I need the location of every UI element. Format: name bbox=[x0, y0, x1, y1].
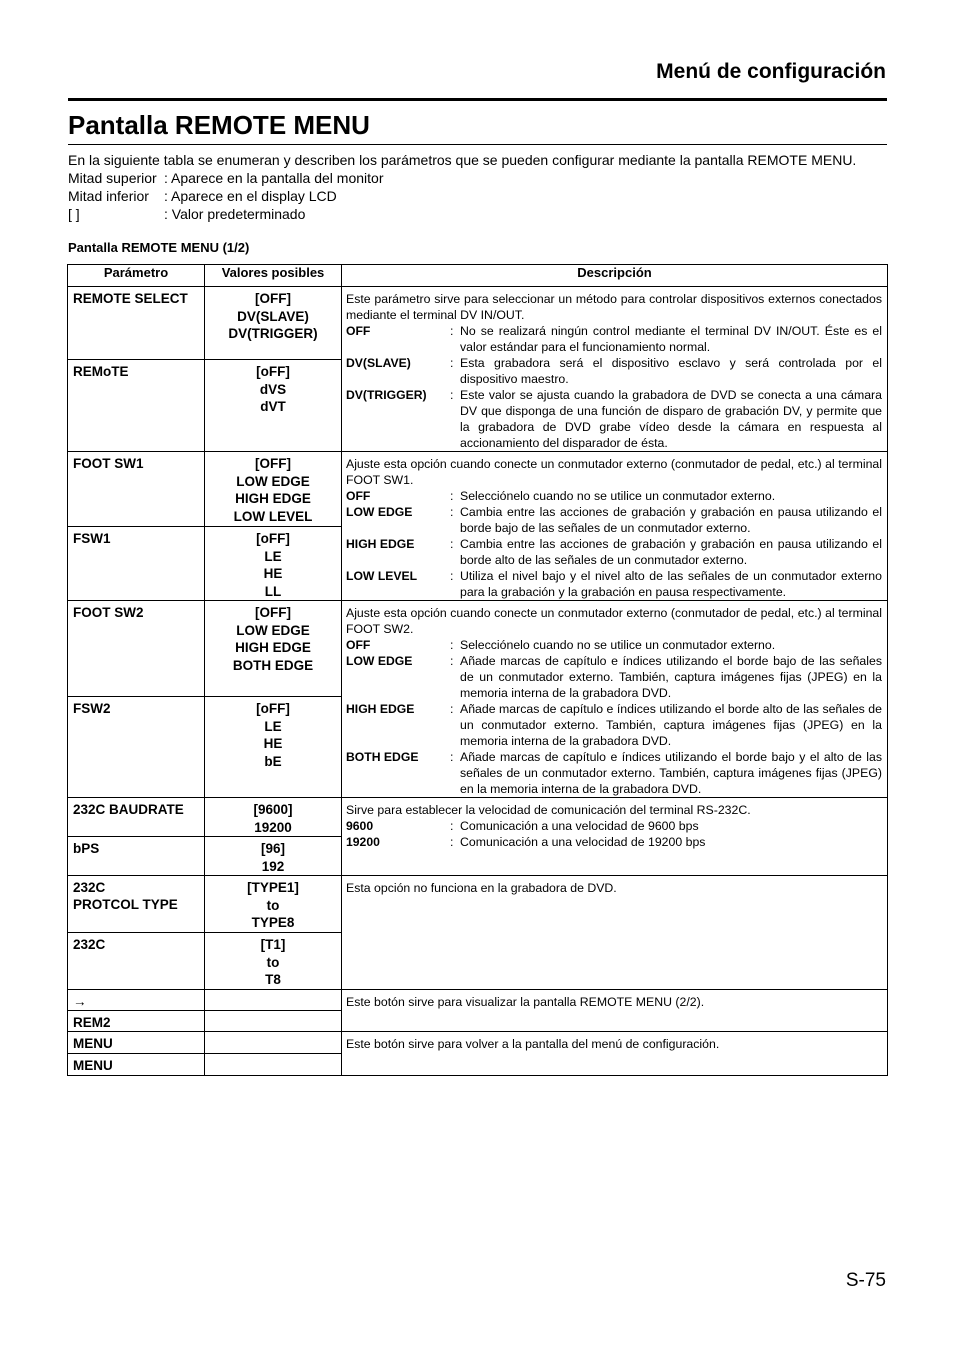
option-separator: : bbox=[450, 489, 454, 503]
possible-value: 19200 bbox=[254, 819, 292, 835]
option-description: Añade marcas de capítulo e índices utilizando el borde bajo de las señales de un conmutador externo. También, captura imágenes fijas (JPEG) en la memoria interna de la grabadora DVD. bbox=[460, 654, 882, 700]
option-separator: : bbox=[450, 537, 454, 551]
possible-value: LE bbox=[264, 548, 282, 564]
possible-value: LE bbox=[264, 718, 282, 734]
possible-value: LOW EDGE bbox=[236, 473, 310, 489]
column-header: Valores posibles bbox=[205, 265, 342, 287]
description-item bbox=[346, 323, 882, 355]
legend-row bbox=[68, 187, 856, 205]
table-row bbox=[68, 990, 888, 1011]
legend-term: [ ] bbox=[68, 206, 80, 222]
option-separator: : bbox=[450, 702, 454, 716]
option-term: LOW LEVEL bbox=[346, 569, 418, 583]
possible-value: to bbox=[266, 954, 280, 970]
option-description: No se realizará ningún control mediante el terminal DV IN/OUT. Éste es el valor estándar para el funcionamiento normal. bbox=[460, 324, 882, 354]
possible-value: [oFF] bbox=[256, 701, 290, 716]
parameter-name: FOOT SW1 bbox=[73, 456, 144, 471]
option-description: Utiliza el nivel bajo y el nivel alto de las señales de un conmutador externo para la grabación y la grabación en pausa respectivamente. bbox=[460, 569, 882, 599]
values-cell bbox=[205, 876, 342, 933]
legend-desc: : Aparece en el display LCD bbox=[164, 188, 337, 204]
parameter-name: MENU bbox=[73, 1036, 113, 1051]
description-item bbox=[346, 818, 882, 834]
intro-text: En la siguiente tabla se enumeran y describen los parámetros que se pueden configurar mediante la pantalla REMOTE MENU. bbox=[68, 152, 857, 168]
parameter-cell bbox=[68, 990, 205, 1011]
parameter-cell bbox=[68, 527, 205, 601]
legend-desc: : Valor predeterminado bbox=[164, 206, 306, 222]
description-item bbox=[346, 504, 882, 536]
table-row bbox=[68, 798, 888, 837]
option-description: Comunicación a una velocidad de 19200 bps bbox=[460, 835, 706, 849]
option-description: Cambia entre las acciones de grabación y grabación en pausa utilizando el borde alto de las señales de un conmutador externo. bbox=[460, 537, 882, 567]
intro-block bbox=[68, 151, 856, 223]
values-cell bbox=[205, 601, 342, 697]
description-item bbox=[346, 488, 882, 504]
description-intro: Ajuste esta opción cuando conecte un conmutador externo (conmutador de pedal, etc.) al terminal FOOT SW2. bbox=[346, 606, 882, 636]
option-term: OFF bbox=[346, 489, 371, 503]
possible-value: TYPE8 bbox=[251, 915, 295, 930]
parameter-cell bbox=[68, 1054, 205, 1076]
option-term: DV(TRIGGER) bbox=[346, 388, 427, 402]
option-separator: : bbox=[450, 638, 454, 652]
option-separator: : bbox=[450, 819, 454, 833]
option-separator: : bbox=[450, 388, 454, 402]
parameter-table bbox=[67, 264, 888, 1076]
option-term: OFF bbox=[346, 638, 371, 652]
description-item bbox=[346, 834, 882, 850]
description-intro: Ajuste esta opción cuando conecte un conmutador externo (conmutador de pedal, etc.) al terminal FOOT SW1. bbox=[346, 457, 882, 487]
values-cell bbox=[205, 798, 342, 837]
possible-value: bE bbox=[264, 753, 282, 769]
description-item bbox=[346, 701, 882, 749]
possible-value: dVT bbox=[260, 399, 286, 415]
parameter-cell bbox=[68, 452, 205, 527]
parameter-name: FSW2 bbox=[73, 701, 111, 716]
description-intro: Este botón sirve para visualizar la pantalla REMOTE MENU (2/2). bbox=[346, 995, 705, 1009]
legend-desc: : Aparece en la pantalla del monitor bbox=[164, 170, 384, 186]
parameter-cell bbox=[68, 837, 205, 876]
option-term: OFF bbox=[346, 324, 371, 338]
option-description: Selecciónelo cuando no se utilice un conmutador externo. bbox=[460, 638, 776, 652]
values-cell bbox=[205, 697, 342, 798]
possible-value: DV(TRIGGER) bbox=[228, 326, 318, 341]
table-row bbox=[68, 876, 888, 933]
description-cell bbox=[342, 452, 888, 601]
values-cell bbox=[205, 837, 342, 876]
legend-term: Mitad superior bbox=[68, 170, 157, 186]
values-cell bbox=[205, 1054, 342, 1076]
parameter-name: 232C BAUDRATE bbox=[73, 802, 184, 817]
possible-value: LL bbox=[264, 583, 282, 599]
values-cell bbox=[205, 360, 342, 452]
values-cell bbox=[205, 990, 342, 1011]
option-term: LOW EDGE bbox=[346, 654, 413, 668]
option-term: 9600 bbox=[346, 819, 374, 833]
option-description: Comunicación a una velocidad de 9600 bps bbox=[460, 819, 699, 833]
parameter-name: REMOTE SELECT bbox=[73, 291, 188, 306]
option-description: Este valor se ajusta cuando la grabadora de DVD se conecta a una cámara DV que disponga de una función de disparo de grabación DV, y permite que la grabadora de DVD grabe vídeo desde la cámara en respuesta al accionamiento del disparador de ésta. bbox=[460, 388, 882, 450]
possible-value: [TYPE1] bbox=[247, 880, 299, 895]
option-description: Cambia entre las acciones de grabación y grabación en pausa utilizando el borde bajo de las señales de un conmutador externo. bbox=[460, 505, 882, 535]
values-cell bbox=[205, 1032, 342, 1054]
description-intro: Sirve para establecer la velocidad de comunicación del terminal RS-232C. bbox=[346, 803, 751, 817]
parameter-name: FOOT SW2 bbox=[73, 605, 144, 620]
description-item bbox=[346, 653, 882, 701]
parameter-name: REM2 bbox=[73, 1015, 111, 1030]
values-cell bbox=[205, 452, 342, 527]
page-title: Pantalla REMOTE MENU bbox=[68, 110, 370, 140]
values-cell bbox=[205, 527, 342, 601]
possible-value: [oFF] bbox=[256, 531, 290, 546]
description-cell bbox=[342, 1032, 888, 1076]
legend-row bbox=[68, 169, 856, 187]
parameter-cell bbox=[68, 287, 205, 360]
description-item bbox=[346, 637, 882, 653]
column-header: Descripción bbox=[342, 265, 888, 287]
option-description: Esta grabadora será el dispositivo esclavo y será controlada por el dispositivo maestro. bbox=[460, 356, 882, 386]
option-term: BOTH EDGE bbox=[346, 750, 419, 764]
parameter-cell bbox=[68, 798, 205, 837]
table-header-row bbox=[68, 265, 888, 287]
parameter-cell bbox=[68, 360, 205, 452]
possible-value: HE bbox=[263, 736, 283, 751]
values-cell bbox=[205, 1011, 342, 1032]
description-item bbox=[346, 749, 882, 797]
option-separator: : bbox=[450, 569, 454, 583]
parameter-cell bbox=[68, 1011, 205, 1032]
possible-value: HIGH EDGE bbox=[235, 491, 311, 506]
parameter-name: REMoTE bbox=[73, 364, 129, 380]
description-item bbox=[346, 568, 882, 600]
parameter-name: → bbox=[73, 994, 87, 1009]
table-body bbox=[68, 287, 888, 1076]
title-rule bbox=[68, 144, 887, 145]
table-row bbox=[68, 287, 888, 360]
possible-value: HE bbox=[263, 566, 283, 581]
option-term: 19200 bbox=[346, 835, 380, 849]
parameter-name: MENU bbox=[73, 1058, 113, 1073]
table-caption: Pantalla REMOTE MENU (1/2) bbox=[68, 240, 250, 255]
legend-term: Mitad inferior bbox=[68, 188, 149, 204]
option-separator: : bbox=[450, 750, 454, 764]
parameter-cell bbox=[68, 601, 205, 697]
page-number: S-75 bbox=[845, 1270, 886, 1291]
values-cell bbox=[205, 287, 342, 360]
option-description: Añade marcas de capítulo e índices utilizando el borde bajo y el alto de las señales de un conmutador externo. También, captura imágenes fijas (JPEG) en la memoria interna de la grabadora DVD. bbox=[460, 750, 882, 796]
possible-value: [96] bbox=[260, 841, 285, 856]
description-intro: Esta opción no funciona en la grabadora de DVD. bbox=[346, 881, 617, 895]
parameter-name: FSW1 bbox=[73, 531, 111, 546]
possible-value: [OFF] bbox=[255, 456, 291, 471]
parameter-cell bbox=[68, 1032, 205, 1054]
possible-value: 192 bbox=[261, 858, 285, 874]
legend-row bbox=[68, 205, 856, 223]
possible-value: LOW LEVEL bbox=[233, 508, 313, 524]
possible-value: [OFF] bbox=[255, 605, 291, 620]
option-separator: : bbox=[450, 835, 454, 849]
table-row bbox=[68, 601, 888, 697]
parameter-cell bbox=[68, 697, 205, 798]
description-cell bbox=[342, 601, 888, 798]
option-term: HIGH EDGE bbox=[346, 702, 415, 716]
option-separator: : bbox=[450, 324, 454, 338]
parameter-name: 232C bbox=[73, 937, 106, 952]
option-description: Selecciónelo cuando no se utilice un conmutador externo. bbox=[460, 489, 776, 503]
parameter-name: 232C PROTCOL TYPE bbox=[73, 880, 178, 912]
option-term: LOW EDGE bbox=[346, 505, 413, 519]
possible-value: T8 bbox=[265, 972, 281, 987]
possible-value: HIGH EDGE bbox=[235, 640, 311, 655]
table-row bbox=[68, 452, 888, 527]
possible-value: [T1] bbox=[260, 937, 286, 952]
option-separator: : bbox=[450, 356, 454, 370]
section-header: Menú de configuración bbox=[656, 60, 886, 83]
possible-value: [OFF] bbox=[255, 291, 291, 306]
possible-value: [oFF] bbox=[256, 364, 290, 380]
table-row bbox=[68, 1032, 888, 1054]
possible-value: BOTH EDGE bbox=[232, 657, 314, 673]
possible-value: LOW EDGE bbox=[236, 622, 310, 638]
parameter-cell bbox=[68, 933, 205, 990]
description-intro: Este botón sirve para volver a la pantalla del menú de configuración. bbox=[346, 1037, 720, 1051]
description-item bbox=[346, 536, 882, 568]
description-cell bbox=[342, 798, 888, 876]
description-intro: Este parámetro sirve para seleccionar un método para controlar dispositivos externos conectados mediante el terminal DV IN/OUT. bbox=[346, 292, 882, 322]
parameter-cell bbox=[68, 876, 205, 933]
option-term: DV(SLAVE) bbox=[346, 356, 411, 370]
parameter-name: bPS bbox=[73, 841, 100, 856]
description-item bbox=[346, 355, 882, 387]
possible-value: to bbox=[266, 897, 280, 913]
option-term: HIGH EDGE bbox=[346, 537, 415, 551]
possible-value: [9600] bbox=[253, 802, 293, 817]
description-cell bbox=[342, 990, 888, 1032]
possible-value: dVS bbox=[259, 381, 287, 397]
header-rule bbox=[68, 98, 887, 101]
description-item bbox=[346, 387, 882, 451]
description-cell bbox=[342, 287, 888, 452]
column-header: Parámetro bbox=[68, 265, 205, 287]
option-description: Añade marcas de capítulo e índices utilizando el borde alto de las señales de un conmutador externo. También, captura imágenes fijas (JPEG) en la memoria interna de la grabadora DVD. bbox=[460, 702, 882, 748]
values-cell bbox=[205, 933, 342, 990]
option-separator: : bbox=[450, 654, 454, 668]
possible-value: DV(SLAVE) bbox=[237, 308, 309, 324]
description-cell bbox=[342, 876, 888, 990]
option-separator: : bbox=[450, 505, 454, 519]
